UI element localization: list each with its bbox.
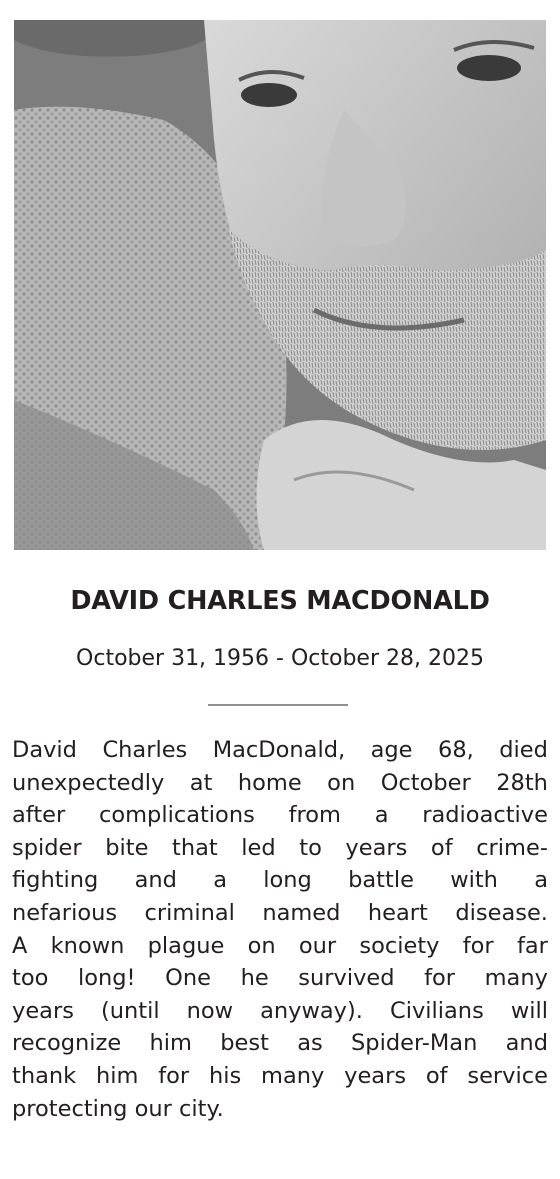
life-dates: October 31, 1956 - October 28, 2025 (76, 646, 484, 671)
obituary-line: David Charles MacDonald, age 68, died (12, 737, 548, 763)
obituary-line: years (until now anyway). Civilians will (12, 997, 548, 1024)
obituary-text (12, 734, 548, 1125)
divider-rule (208, 704, 348, 706)
obituary-line: thank him for his many years of service (12, 1062, 548, 1089)
deceased-name: DAVID CHARLES MACDONALD (70, 586, 490, 616)
obituary-line: after complications from a radioactive (12, 802, 548, 829)
obituary-line: fighting and a long battle with a (12, 867, 548, 894)
portrait-image (14, 20, 546, 550)
obituary-line: spider bite that led to years of crime- (12, 834, 548, 861)
portrait-photo (14, 20, 546, 550)
obituary-line: too long! One he survived for many (12, 965, 548, 992)
obituary-line: unexpectedly at home on October 28th (12, 769, 548, 796)
obituary-line: A known plague on our society for far (12, 932, 548, 959)
obituary-line: recognize him best as Spider-Man and (12, 1030, 548, 1057)
obituary-line: nefarious criminal named heart disease. (12, 899, 548, 926)
obituary-line: protecting our city. (12, 1095, 224, 1122)
